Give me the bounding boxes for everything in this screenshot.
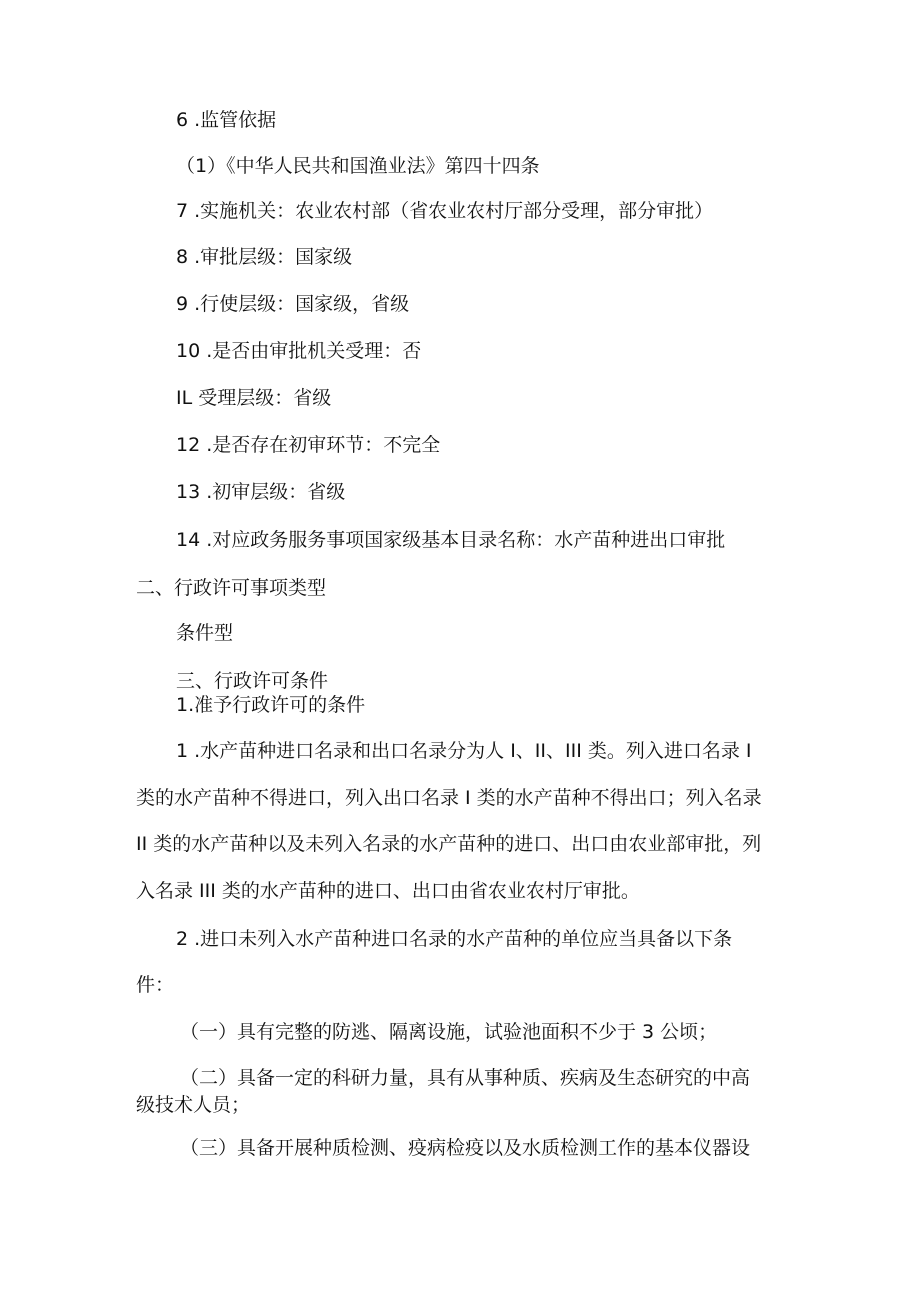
condition-2-item-2-line-1: （二）具备一定的科研力量，具有从事种质、疾病及生态研究的中高 <box>180 1067 751 1089</box>
item-8-approval-level: 8 .审批层级：国家级 <box>176 246 353 268</box>
condition-1-line-3: II 类的水产苗种以及未列入名录的水产苗种的进口、出口由农业部审批，列 <box>136 833 762 855</box>
section-3-sub-1-heading: 1.准予行政许可的条件 <box>176 694 366 716</box>
condition-1-line-1: 1 .水产苗种进口名录和出口名录分为人 I、II、III 类。列入进口名录 I <box>176 740 752 762</box>
condition-2-item-2-line-2: 级技术人员； <box>136 1094 251 1116</box>
condition-2-item-1: （一）具有完整的防逃、隔离设施，试验池面积不少于 3 公顷； <box>180 1021 718 1043</box>
item-14-catalog-name: 14 .对应政务服务事项国家级基本目录名称：水产苗种进出口审批 <box>176 529 726 551</box>
section-2-heading: 二、行政许可事项类型 <box>136 577 327 599</box>
condition-1-line-4: 入名录 III 类的水产苗种的进口、出口由省农业农村厅审批。 <box>136 880 640 902</box>
item-9-exercise-level: 9 .行使层级：国家级，省级 <box>176 293 410 315</box>
item-12-preliminary-review: 12 .是否存在初审环节：不完全 <box>176 434 441 456</box>
item-6-basis-1: （1）《中华人民共和国渔业法》第四十四条 <box>176 155 540 177</box>
section-2-content: 条件型 <box>176 622 234 644</box>
condition-2-line-2: 件： <box>136 974 175 996</box>
item-11-acceptance-level: IL 受理层级：省级 <box>176 387 332 409</box>
item-7-implementing-agency: 7 .实施机关：农业农村部（省农业农村厅部分受理，部分审批） <box>176 200 714 222</box>
condition-2-line-1: 2 .进口未列入水产苗种进口名录的水产苗种的单位应当具备以下条 <box>176 928 733 950</box>
section-3-heading: 三、行政许可条件 <box>176 670 329 692</box>
item-13-preliminary-review-level: 13 .初审层级：省级 <box>176 481 346 503</box>
condition-2-item-3-line-1: （三）具备开展种质检测、疫病检疫以及水质检测工作的基本仪器设 <box>180 1137 751 1159</box>
item-6-heading: 6 .监管依据 <box>176 109 277 131</box>
item-10-accepted-by-approver: 10 .是否由审批机关受理：否 <box>176 340 422 362</box>
condition-1-line-2: 类的水产苗种不得进口，列入出口名录 I 类的水产苗种不得出口；列入名录 <box>136 787 762 809</box>
